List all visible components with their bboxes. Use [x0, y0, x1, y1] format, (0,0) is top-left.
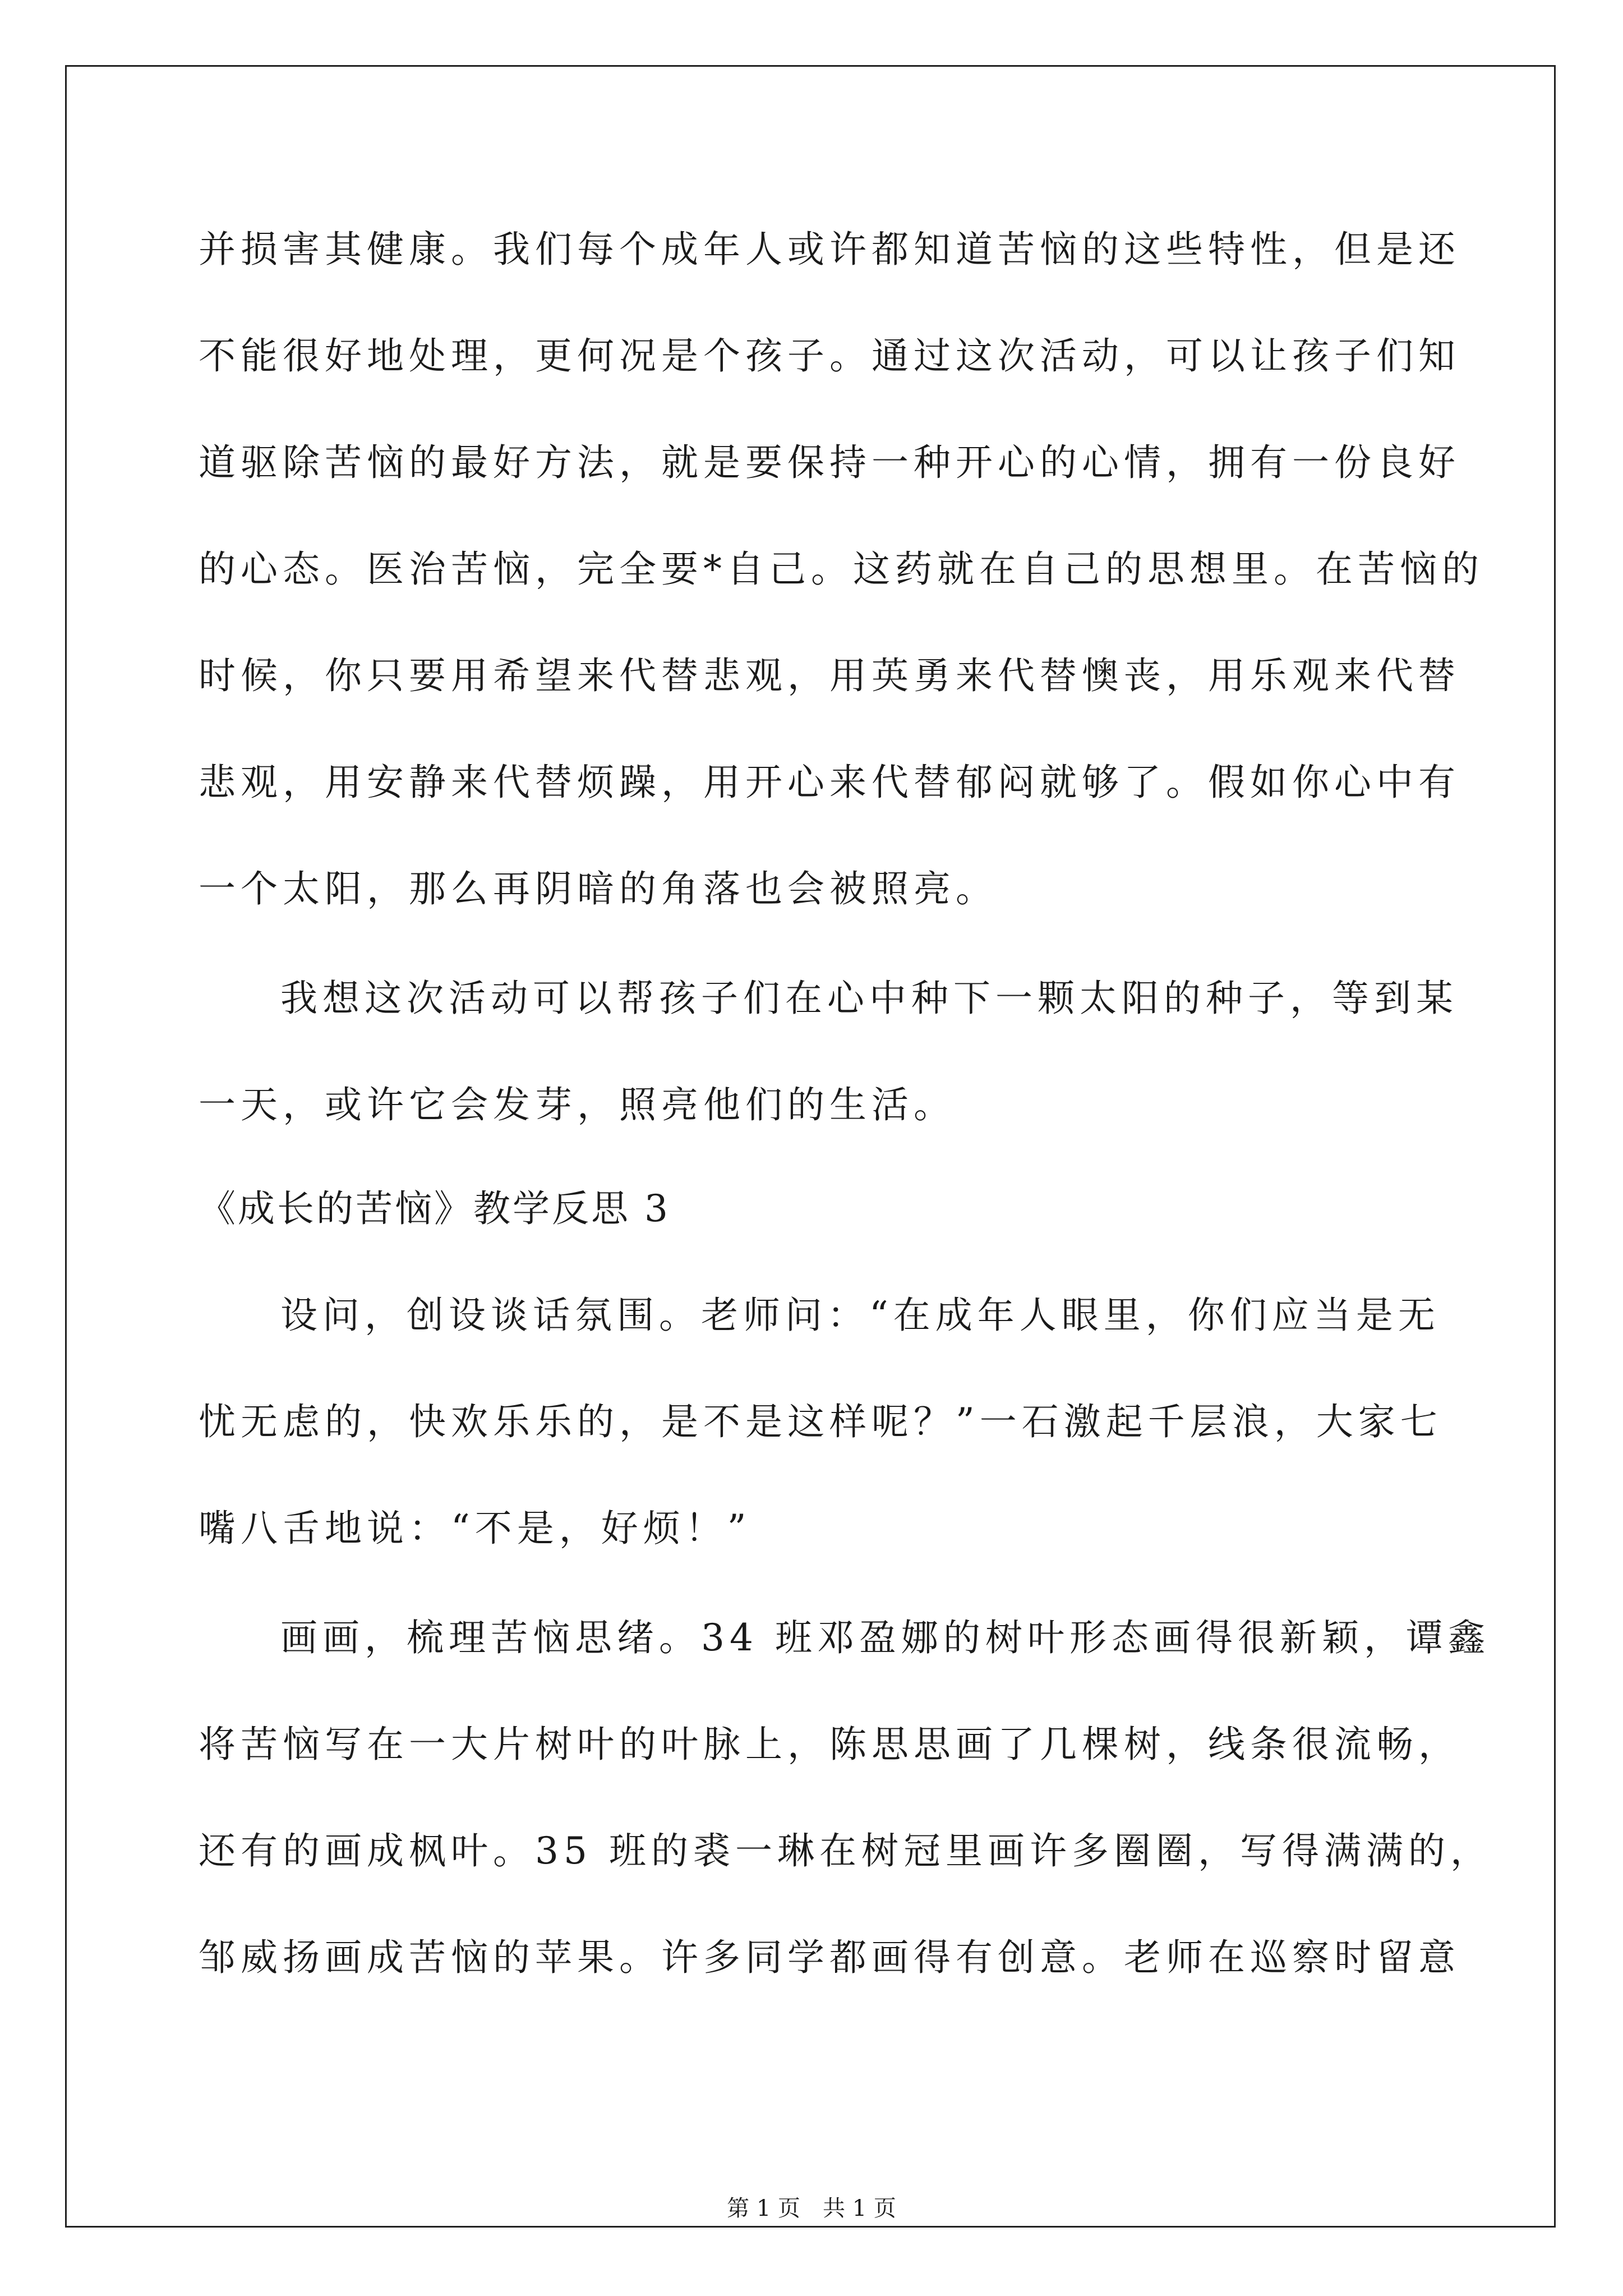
text-line-13: 嘴八舌地说：“不是，好烦！”	[199, 1507, 751, 1550]
text-line-3: 道驱除苦恼的最好方法，就是要保持一种开心的心情，拥有一份良好	[199, 441, 1460, 484]
text-line-15: 将苦恼写在一大片树叶的叶脉上，陈思思画了几棵树，线条很流畅，	[199, 1723, 1460, 1766]
text-line-17: 邹威扬画成苦恼的苹果。许多同学都画得有创意。老师在巡察时留意	[199, 1936, 1460, 1979]
text-line-8: 我想这次活动可以帮孩子们在心中种下一颗太阳的种子，等到某	[280, 977, 1458, 1020]
text-line-4: 的心态。医治苦恼，完全要*自己。这药就在自己的思想里。在苦恼的	[199, 547, 1484, 591]
text-line-6: 悲观，用安静来代替烦躁，用开心来代替郁闷就够了。假如你心中有	[199, 761, 1460, 804]
page-border	[65, 65, 1556, 2228]
text-line-11: 设问，创设谈话氛围。老师问：“在成年人眼里，你们应当是无	[280, 1294, 1440, 1337]
text-line-12: 忧无虑的，快欢乐乐的，是不是这样呢？”一石激起千层浪，大家七	[199, 1400, 1442, 1443]
text-line-1: 并损害其健康。我们每个成年人或许都知道苦恼的这些特性，但是还	[199, 228, 1460, 271]
text-line-2: 不能很好地处理，更何况是个孩子。通过这次活动，可以让孩子们知	[199, 334, 1460, 378]
section-heading: 《成长的苦恼》教学反思 3	[199, 1187, 670, 1230]
page-number: 第 1 页 共 1 页	[727, 2196, 896, 2221]
text-line-9: 一天，或许它会发芽，照亮他们的生活。	[199, 1083, 956, 1126]
text-line-7: 一个太阳，那么再阴暗的角落也会被照亮。	[199, 867, 998, 910]
text-line-5: 时候，你只要用希望来代替悲观，用英勇来代替懊丧，用乐观来代替	[199, 654, 1460, 697]
text-line-14: 画画，梳理苦恼思绪。34 班邓盈娜的树叶形态画得很新颖，谭鑫	[280, 1616, 1490, 1659]
text-line-16: 还有的画成枫叶。35 班的裘一琳在树冠里画许多圈圈，写得满满的，	[199, 1829, 1492, 1872]
